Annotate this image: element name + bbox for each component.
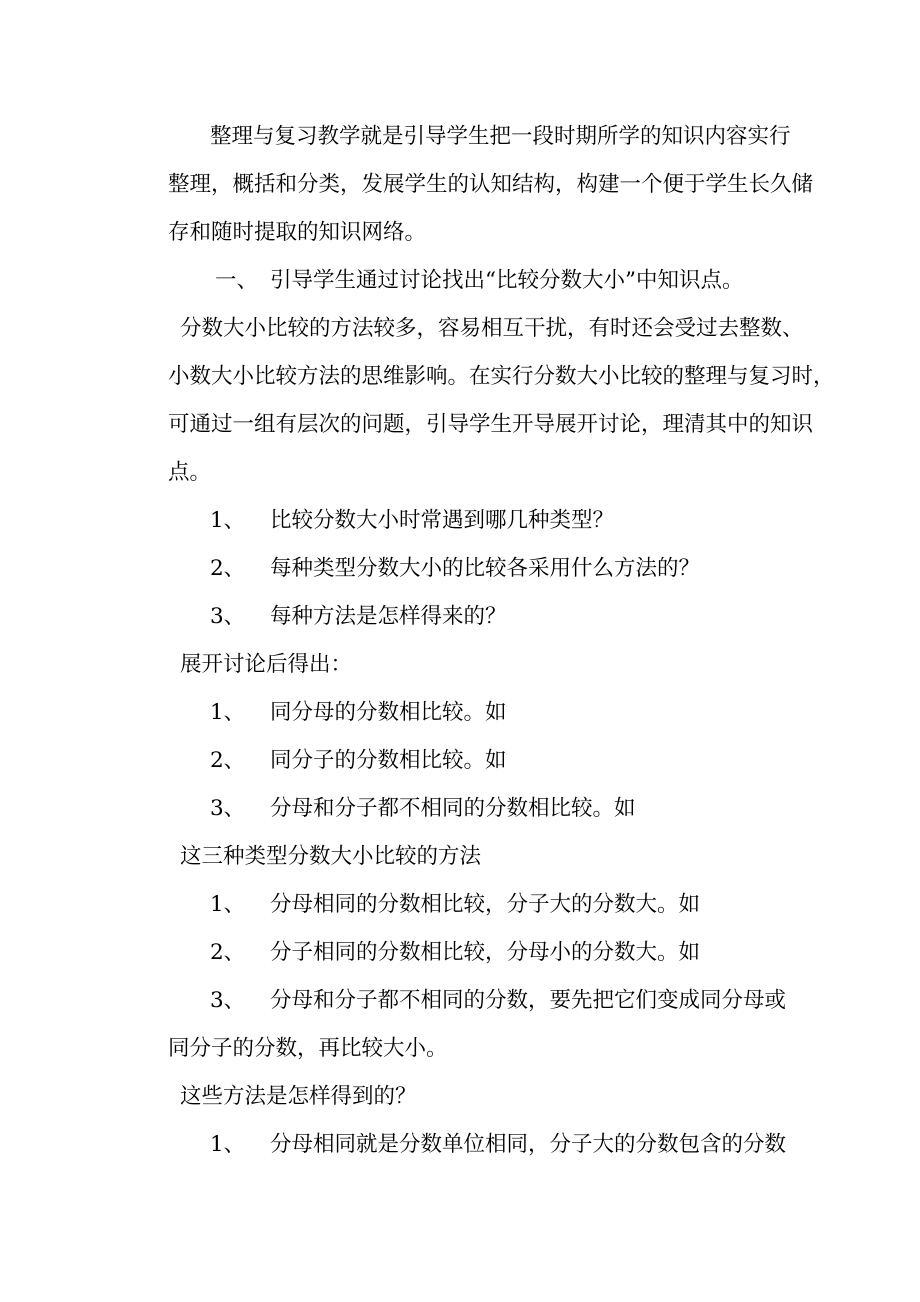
intro-line: 整理与复习教学就是引导学生把一段时期所学的知识内容实行 [210, 124, 791, 149]
list-item-continuation: 同分子的分数，再比较大小。 [168, 1036, 448, 1061]
section-number: 一、 [215, 268, 259, 293]
list-item: 每种方法是怎样得来的？ [270, 604, 507, 629]
section-heading: 引导学生通过讨论找出“比较分数大小”中知识点。 [270, 268, 744, 293]
intro-line: 整理，概括和分类，发展学生的认知结构，构建一个便于学生长久储 [168, 172, 814, 197]
list-item: 分母相同的分数相比较，分子大的分数大。如 [270, 892, 701, 917]
list-item: 每种类型分数大小的比较各采用什么方法的？ [270, 556, 701, 581]
list-item: 比较分数大小时常遇到哪几种类型？ [270, 508, 615, 533]
list-number: 3、 [210, 604, 246, 629]
list-item: 分母和分子都不相同的分数，要先把它们变成同分母或 [270, 988, 787, 1013]
list-item: 同分子的分数相比较。如 [270, 748, 507, 773]
subheading: 这三种类型分数大小比较的方法 [180, 844, 482, 869]
list-number: 3、 [210, 988, 246, 1013]
paragraph-line: 分数大小比较的方法较多，容易相互干扰，有时还会受过去整数、 [180, 316, 804, 341]
list-number: 2、 [210, 748, 246, 773]
list-number: 1、 [210, 892, 246, 917]
list-number: 2、 [210, 556, 246, 581]
list-item: 同分母的分数相比较。如 [270, 700, 507, 725]
list-number: 1、 [210, 508, 246, 533]
paragraph-line: 可通过一组有层次的问题，引导学生开导展开讨论，理清其中的知识 [168, 412, 814, 437]
list-number: 1、 [210, 700, 246, 725]
subheading: 这些方法是怎样得到的？ [180, 1084, 417, 1109]
list-number: 1、 [210, 1132, 246, 1157]
list-item: 分母相同就是分数单位相同，分子大的分数包含的分数 [270, 1132, 787, 1157]
list-number: 2、 [210, 940, 246, 965]
list-item: 分母和分子都不相同的分数相比较。如 [270, 796, 636, 821]
intro-line: 存和随时提取的知识网络。 [168, 220, 427, 245]
list-number: 3、 [210, 796, 246, 821]
paragraph-line: 小数大小比较方法的思维影响。在实行分数大小比较的整理与复习时， [168, 364, 835, 389]
paragraph-line: 点。 [168, 460, 212, 485]
list-item: 分子相同的分数相比较，分母小的分数大。如 [270, 940, 701, 965]
subheading: 展开讨论后得出： [180, 652, 353, 677]
